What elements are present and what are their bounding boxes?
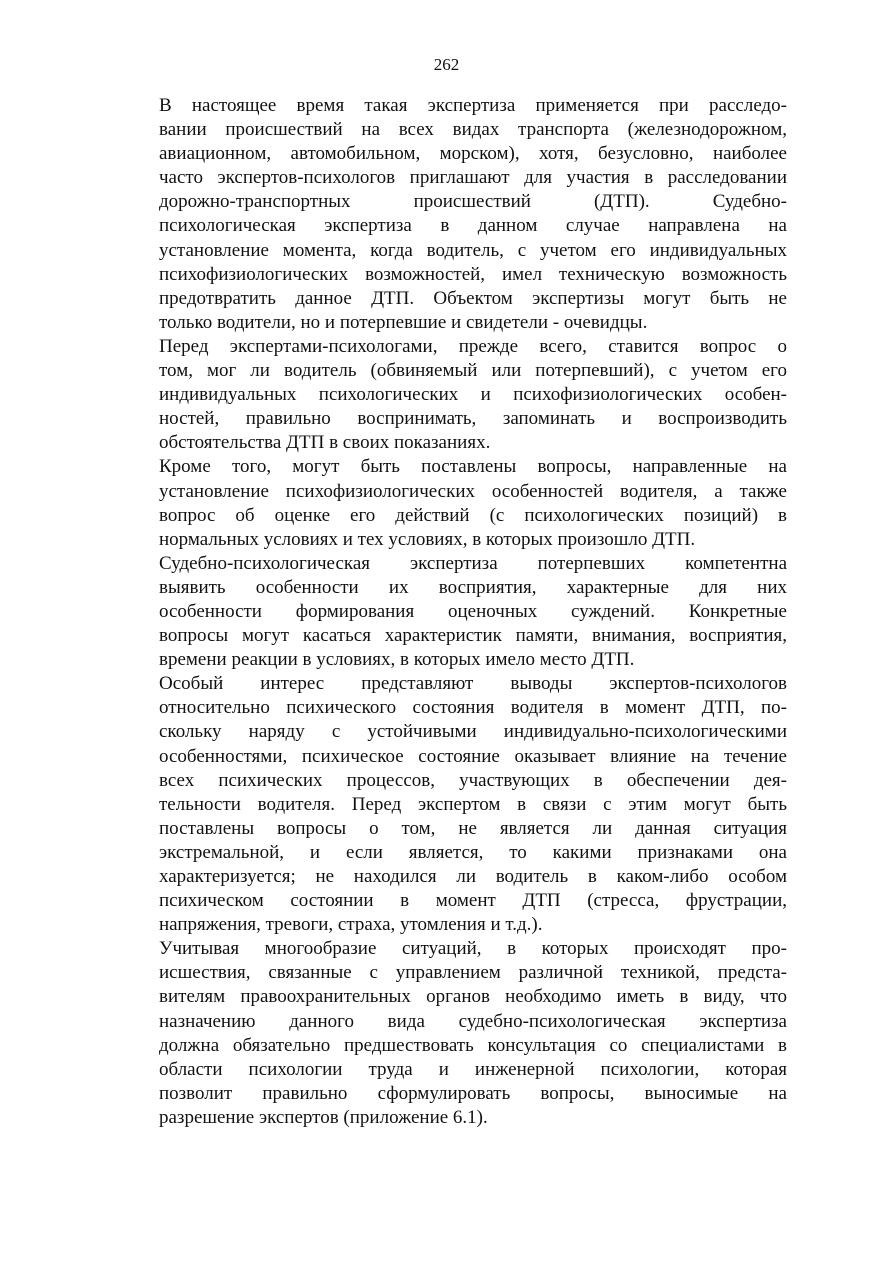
text-line: времени реакции в условиях, в которых имело место ДТП. xyxy=(159,649,635,671)
text-line: выявить особенности их восприятия, характерные для них xyxy=(159,576,787,598)
paragraph-5 xyxy=(107,672,787,937)
paragraph-4 xyxy=(107,552,787,672)
text-line: обстоятельства ДТП в своих показаниях. xyxy=(159,432,491,454)
text-line: вопрос об оценке его действий (с психологических позиций) в xyxy=(159,504,787,526)
text-line: индивидуальных психологических и психофизиологических особен- xyxy=(159,384,787,406)
paragraph-3 xyxy=(107,455,787,551)
text-line: том, мог ли водитель (обвиняемый или потерпевший), с учетом его xyxy=(159,360,787,382)
text-line: вании происшествий на всех видах транспорта (железнодорожном, xyxy=(159,119,787,141)
text-line: особенностями, психическое состояние оказывает влияние на течение xyxy=(159,745,787,767)
text-line: Кроме того, могут быть поставлены вопросы, направленные на xyxy=(159,456,787,478)
text-line: напряжения, тревоги, страха, утомления и т.д.). xyxy=(159,914,543,936)
text-line: поставлены вопросы о том, не является ли данная ситуация xyxy=(159,817,787,839)
text-line: установление психофизиологических особенностей водителя, а также xyxy=(159,480,787,502)
text-line: вителям правоохранительных органов необходимо иметь в виду, что xyxy=(159,986,787,1008)
text-line: вопросы могут касаться характеристик памяти, внимания, восприятия, xyxy=(159,625,787,647)
page-number: 262 xyxy=(433,55,460,74)
text-line: позволит правильно сформулировать вопросы, выносимые на xyxy=(159,1082,787,1104)
text-line: установление момента, когда водитель, с учетом его индивидуальных xyxy=(159,239,787,261)
text-line: только водители, но и потерпевшие и свидетели - очевидцы. xyxy=(159,311,648,333)
paragraph-2 xyxy=(107,335,787,455)
text-line: Учитывая многообразие ситуаций, в которых происходят про- xyxy=(159,938,787,960)
text-line: предотвратить данное ДТП. Объектом экспертизы могут быть не xyxy=(159,287,787,309)
text-line: психическом состоянии в момент ДТП (стресса, фрустрации, xyxy=(159,890,787,912)
text-line: дорожно-транспортных происшествий (ДТП). Судебно- xyxy=(159,191,787,213)
paragraph-1 xyxy=(107,94,787,335)
text-line: нормальных условиях и тех условиях, в которых произошло ДТП. xyxy=(159,528,696,550)
text-line: характеризуется; не находился ли водитель в каком-либо особом xyxy=(159,866,787,887)
text-line: должна обязательно предшествовать консультация со специалистами в xyxy=(159,1034,787,1056)
text-line: Особый интерес представляют выводы экспертов-психологов xyxy=(159,673,787,695)
text-line: исшествия, связанные с управлением различной техникой, предста- xyxy=(159,962,787,984)
body-text xyxy=(107,94,787,1130)
text-line: Судебно-психологическая экспертиза потерпевших компетентна xyxy=(159,552,787,574)
text-line: психофизиологических возможностей, имел техническую возможность xyxy=(159,263,787,285)
text-line: Перед экспертами-психологами, прежде всего, ставится вопрос о xyxy=(159,335,787,357)
text-line: скольку наряду с устойчивыми индивидуально-психологическими xyxy=(159,721,787,743)
text-line: В настоящее время такая экспертиза применяется при расследо- xyxy=(159,95,787,116)
text-line: экстремальной, и если является, то какими признаками она xyxy=(159,841,787,863)
text-line: всех психических процессов, участвующих в обеспечении дея- xyxy=(159,769,787,791)
text-line: психологическая экспертиза в данном случае направлена на xyxy=(159,215,787,237)
text-line: разрешение экспертов (приложение 6.1). xyxy=(159,1106,488,1128)
text-line: ностей, правильно воспринимать, запоминать и воспроизводить xyxy=(159,408,787,430)
paragraph-6 xyxy=(107,937,787,1130)
text-line: назначению данного вида судебно-психологическая экспертиза xyxy=(159,1010,787,1032)
text-line: области психологии труда и инженерной психологии, которая xyxy=(159,1058,787,1080)
text-line: авиационном, автомобильном, морском), хотя, безусловно, наиболее xyxy=(159,143,787,165)
text-line: относительно психического состояния водителя в момент ДТП, по- xyxy=(159,697,787,719)
text-line: тельности водителя. Перед экспертом в связи с этим могут быть xyxy=(159,793,787,815)
text-line: особенности формирования оценочных суждений. Конкретные xyxy=(159,600,787,622)
text-line: часто экспертов-психологов приглашают для участия в расследовании xyxy=(159,167,787,189)
